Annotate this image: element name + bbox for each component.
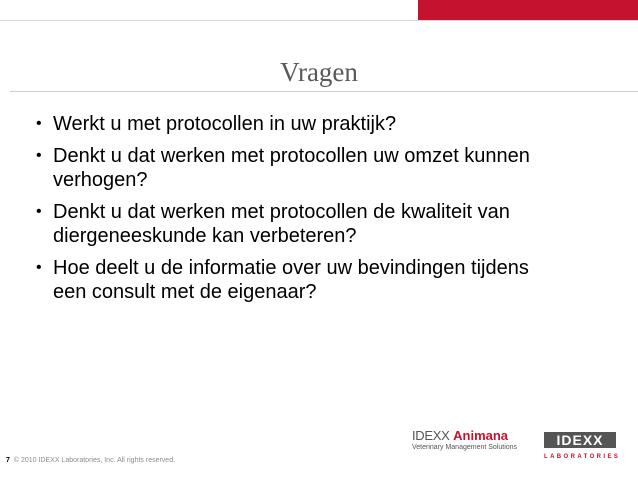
bullet-text: Werkt u met protocollen in uw praktijk? <box>53 113 397 135</box>
bullet-item <box>36 256 556 304</box>
animana-tagline: Veterinary Management Solutions <box>412 444 518 451</box>
footer <box>6 457 175 464</box>
page-number: 7 <box>6 457 10 464</box>
slide-title: Vragen <box>280 57 358 87</box>
idexx-animana-logo <box>412 428 524 458</box>
idexx-logo-subtitle: LABORATORIES <box>544 454 621 460</box>
bullet-icon: • <box>36 259 42 276</box>
title-divider <box>10 91 638 92</box>
bullet-text: Denkt u dat werken met protocollen de kwaliteit van diergeneeskunde kan verbeteren? <box>53 201 510 247</box>
bullet-text: Hoe deelt u de informatie over uw bevindingen tijdens een consult met de eigenaar? <box>53 257 529 303</box>
bullet-icon: • <box>36 115 42 132</box>
bullet-item <box>36 112 556 136</box>
bullet-icon: • <box>36 203 42 220</box>
idexx-wordmark-text: IDEXX <box>556 432 604 448</box>
idexx-laboratories-logo <box>544 432 620 458</box>
bullet-item <box>36 200 556 248</box>
top-accent-bar <box>418 0 638 20</box>
bullet-text: Denkt u dat werken met protocollen uw omzet kunnen verhogen? <box>53 145 530 191</box>
bullet-item <box>36 144 556 192</box>
bullet-list <box>36 112 556 312</box>
copyright-text: © 2010 IDEXX Laboratories, Inc. All rights reserved. <box>13 457 176 464</box>
animana-logo-prefix: IDEXX <box>412 428 450 443</box>
top-divider <box>0 20 638 21</box>
animana-logo-name: Animana <box>453 428 509 443</box>
idexx-wordmark-icon <box>544 432 616 448</box>
bullet-icon: • <box>36 147 42 164</box>
